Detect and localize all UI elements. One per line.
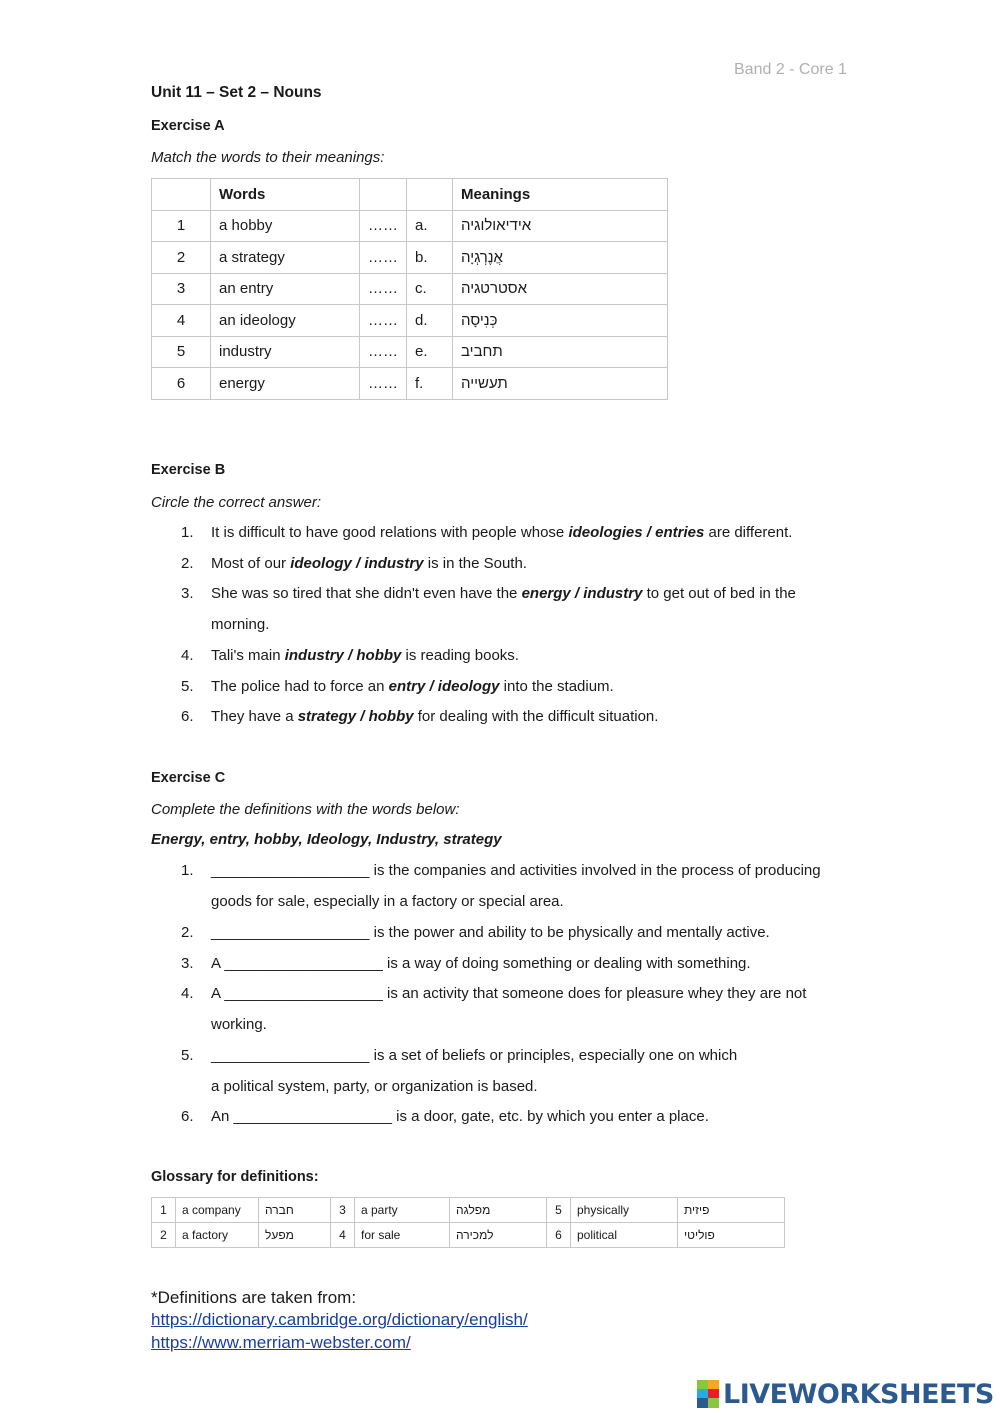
item-continuation: goods for sale, especially in a factory or special area. [211,893,564,910]
liveworksheets-logo [697,1378,994,1410]
meaning-cell: אידיאולוגיה [453,210,668,242]
exercise-a-title: Exercise A [151,118,225,134]
meaning-letter: d. [407,305,453,337]
exercise-a-instruction: Match the words to their meanings: [151,149,385,166]
row-number: 3 [152,273,211,305]
row-number: 4 [152,305,211,337]
word-cell: energy [211,368,360,400]
table-row [152,368,668,400]
table-row [152,242,668,274]
item-number: 6. [181,1108,194,1125]
page-title: Unit 11 – Set 2 – Nouns [151,84,322,101]
item-number: 4. [181,985,194,1002]
col-words-header: Words [211,179,360,211]
meaning-cell: כְּנִיסָה [453,305,668,337]
glossary-translation: פוליטי [678,1223,785,1248]
definition-text[interactable]: ___________________ is the power and ability to be physically and mentally active. [211,924,770,941]
glossary-translation: מפלגה [450,1198,547,1223]
glossary-translation: חברה [259,1198,331,1223]
meaning-letter: c. [407,273,453,305]
row-number: 6 [152,368,211,400]
glossary-table [151,1197,785,1248]
glossary-term: physically [571,1198,678,1223]
glossary-term: a factory [176,1223,259,1248]
answer-blank[interactable]: …… [360,273,407,305]
answer-blank[interactable]: …… [360,242,407,274]
answer-choice[interactable]: ideology / industry [290,555,424,572]
word-cell: an entry [211,273,360,305]
table-row [152,305,668,337]
meaning-cell: אסטרטגיה [453,273,668,305]
glossary-translation: מפעל [259,1223,331,1248]
answer-blank[interactable]: …… [360,210,407,242]
sources-note: *Definitions are taken from: [151,1288,357,1307]
meaning-letter: b. [407,242,453,274]
matching-table-header [152,179,668,211]
item-number: 2. [181,924,194,941]
liveworksheets-logo-icon [697,1380,719,1408]
item-number: 1. [181,862,194,879]
answer-choice[interactable]: ideologies / entries [568,524,705,541]
answer-choice[interactable]: energy / industry [521,585,643,602]
logo-text: LIVEWORKSHEETS [723,1378,994,1410]
answer-choice[interactable]: industry / hobby [284,647,402,664]
word-cell: an ideology [211,305,360,337]
item-continuation: morning. [211,616,270,633]
item-number: 3. [181,955,194,972]
glossary-term: political [571,1223,678,1248]
answer-choice[interactable]: entry / ideology [388,678,500,695]
answer-choice[interactable]: strategy / hobby [297,708,414,725]
row-number: 1 [152,210,211,242]
item-number: 2. [181,555,194,572]
meaning-cell: אֲנֶרְגְיָה [453,242,668,274]
cambridge-link[interactable]: https://dictionary.cambridge.org/dictionary/english/ [151,1310,528,1329]
definition-text[interactable]: A ___________________ is a way of doing something or dealing with something. [211,955,751,972]
item-number: 5. [181,678,194,695]
item-continuation: working. [211,1016,267,1033]
table-row [152,273,668,305]
item-number: 3. [181,585,194,602]
definition-text[interactable]: A ___________________ is an activity that someone does for pleasure whey they are not [211,985,807,1002]
col-meanings-header: Meanings [453,179,668,211]
exercise-c-instruction: Complete the definitions with the words below: [151,801,460,818]
definition-text[interactable]: ___________________ is a set of beliefs or principles, especially one on which [211,1047,738,1064]
answer-blank[interactable]: …… [360,305,407,337]
meaning-letter: a. [407,210,453,242]
exercise-b-title: Exercise B [151,462,226,478]
glossary-term: a company [176,1198,259,1223]
item-number: 6. [181,708,194,725]
glossary-translation: למכירה [450,1223,547,1248]
glossary-term: for sale [355,1223,450,1248]
definition-text[interactable]: An ___________________ is a door, gate, etc. by which you enter a place. [211,1108,709,1125]
row-number: 2 [152,242,211,274]
table-row: 2 a factory מפעל 4 for sale למכירה 6 political פוליטי [152,1223,785,1248]
item-number: 4. [181,647,194,664]
glossary-term: a party [355,1198,450,1223]
exercise-b-instruction: Circle the correct answer: [151,494,322,511]
glossary-translation: פיזית [678,1198,785,1223]
answer-blank[interactable]: …… [360,368,407,400]
table-row [152,210,668,242]
meaning-cell: תעשייה [453,368,668,400]
matching-table [151,178,668,400]
meaning-letter: e. [407,336,453,368]
word-cell: a strategy [211,242,360,274]
item-number: 1. [181,524,194,541]
table-row: 1 a company חברה 3 a party מפלגה 5 physically פיזית [152,1198,785,1223]
table-row [152,336,668,368]
definition-text[interactable]: ___________________ is the companies and activities involved in the process of producing [211,862,821,879]
exercise-c-title: Exercise C [151,770,226,786]
header-band-label: Band 2 - Core 1 [734,61,847,78]
glossary-title: Glossary for definitions: [151,1169,319,1185]
word-cell: a hobby [211,210,360,242]
meaning-cell: תחביב [453,336,668,368]
meaning-letter: f. [407,368,453,400]
item-number: 5. [181,1047,194,1064]
word-cell: industry [211,336,360,368]
merriam-webster-link[interactable]: https://www.merriam-webster.com/ [151,1333,411,1352]
word-bank: Energy, entry, hobby, Ideology, Industry, strategy [151,831,502,848]
answer-blank[interactable]: …… [360,336,407,368]
row-number: 5 [152,336,211,368]
item-continuation: a political system, party, or organization is based. [211,1078,538,1095]
